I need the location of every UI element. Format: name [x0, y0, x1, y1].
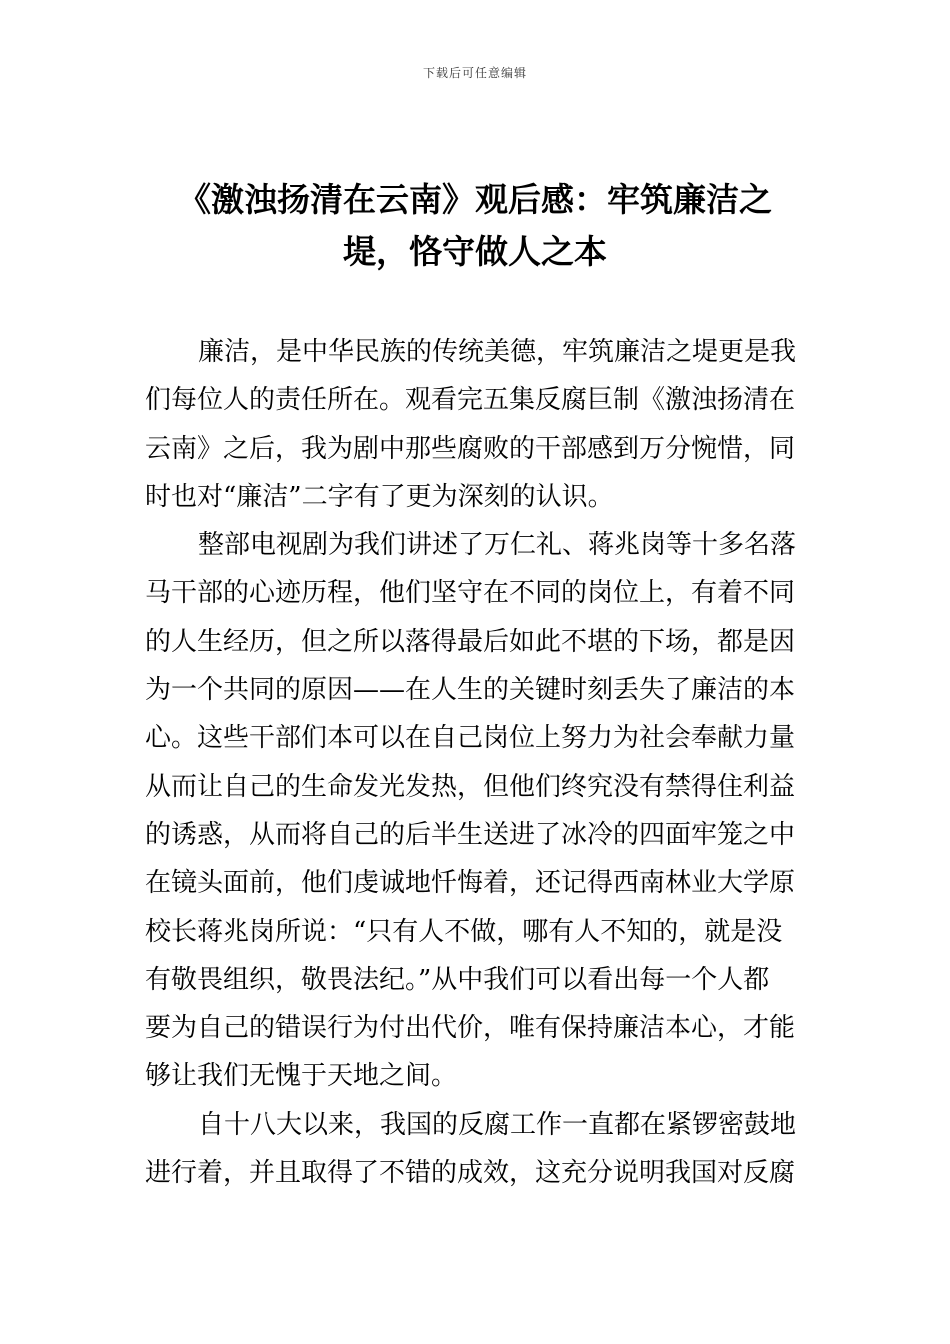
paragraph-line: 们每位人的责任所在。观看完五集反腐巨制《激浊扬清在	[145, 385, 796, 416]
paragraph-line: 要为自己的错误行为付出代价，唯有保持廉洁本心，才能	[145, 1013, 796, 1044]
paragraph-line: 心。这些干部们本可以在自己岗位上努力为社会奉献力量	[145, 723, 796, 754]
title-line-2: 堤，恪守做人之本	[343, 232, 607, 271]
paragraph-line: 自十八大以来，我国的反腐工作一直都在紧锣密鼓地	[198, 1109, 797, 1140]
paragraph-3	[145, 1101, 810, 1198]
paragraph-line: 的诱惑，从而将自己的后半生送进了冰冷的四面牢笼之中	[145, 819, 796, 850]
document-title	[145, 174, 805, 278]
paragraph-line: 整部电视剧为我们讲述了万仁礼、蒋兆岗等十多名落	[198, 530, 797, 561]
paragraph-line: 校长蒋兆岗所说：“只有人不做，哪有人不知的，就是没	[145, 916, 783, 947]
paragraph-line: 廉洁，是中华民族的传统美德，牢筑廉洁之堤更是我	[198, 337, 797, 367]
paragraph-line: 从而让自己的生命发光发热，但他们终究没有禁得住利益	[145, 771, 796, 802]
paragraph-line: 够让我们无愧于天地之间。	[145, 1061, 458, 1092]
paragraph-line: 为一个共同的原因——在人生的关键时刻丢失了廉洁的本	[145, 675, 796, 706]
header-note: 下载后可任意编辑	[422, 66, 527, 80]
paragraph-line: 在镜头面前，他们虔诚地忏悔着，还记得西南林业大学原	[145, 868, 796, 899]
paragraph-line: 时也对“廉洁”二字有了更为深刻的认识。	[145, 481, 614, 512]
paragraph-line: 进行着，并且取得了不错的成效，这充分说明我国对反腐	[145, 1158, 796, 1189]
document-body	[145, 328, 810, 1197]
paragraph-line: 云南》之后，我为剧中那些腐败的干部感到万分惋惜，同	[145, 433, 796, 464]
paragraph-line: 马干部的心迹历程，他们坚守在不同的岗位上，有着不同	[145, 578, 796, 609]
paragraph-1	[145, 328, 810, 521]
paragraph-line: 有敬畏组织，敬畏法纪。”从中我们可以看出每一个人都	[145, 964, 770, 995]
paragraph-line: 的人生经历，但之所以落得最后如此不堪的下场，都是因	[145, 626, 796, 657]
paragraph-2	[145, 521, 810, 1101]
title-line-1: 《激浊扬清在云南》观后感：牢筑廉洁之	[178, 180, 772, 219]
